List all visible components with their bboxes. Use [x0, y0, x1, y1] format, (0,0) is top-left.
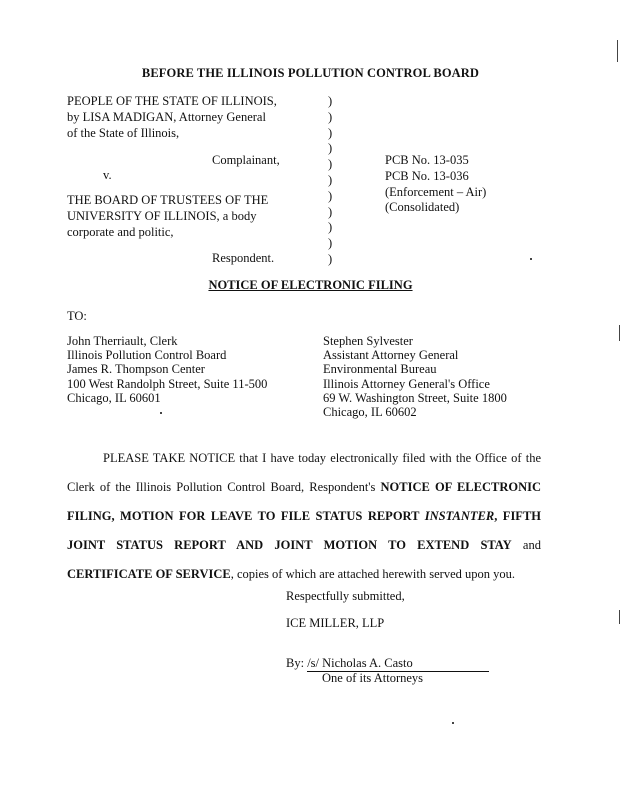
caption-bracket: ) [328, 141, 333, 156]
case-type: (Enforcement – Air) [385, 184, 487, 199]
caption-bracket: ) [328, 172, 333, 187]
caption-bracket: ) [328, 125, 333, 140]
body-documents-2: , FIFTH JOINT STATUS REPORT AND JOINT MOTION TO EXTEND STAY [67, 509, 542, 552]
scan-mark [619, 610, 620, 624]
case-number-block [385, 153, 486, 216]
address-line: Stephen Sylvester [323, 334, 413, 348]
signer-role: One of its Attorneys [322, 671, 424, 685]
scan-mark [452, 722, 454, 724]
caption-bracket: ) [328, 157, 333, 172]
versus-label: v. [103, 168, 112, 182]
address-line: Illinois Attorney General's Office [323, 376, 490, 391]
address-line: Environmental Bureau [323, 362, 437, 377]
respondent-line-1: THE BOARD OF TRUSTEES OF THE [67, 193, 269, 207]
caption-bracket: ) [328, 109, 333, 124]
signer-name: /s/ Nicholas A. Casto [307, 656, 489, 672]
scan-mark [160, 412, 162, 414]
caption-bracket: ) [328, 188, 333, 203]
address-line: James R. Thompson Center [67, 362, 205, 377]
plaintiff-line-2: by LISA MADIGAN, Attorney General [67, 109, 266, 124]
caption-bracket: ) [328, 251, 333, 266]
board-title: BEFORE THE ILLINOIS POLLUTION CONTROL BOARD [141, 66, 480, 80]
caption-bracket: ) [328, 236, 333, 251]
caption-bracket: ) [328, 220, 333, 235]
address-line: Assistant Attorney General [323, 348, 459, 363]
caption-bracket: ) [328, 204, 333, 219]
closing-text: Respectfully submitted, [286, 589, 405, 603]
notice-body [67, 444, 541, 589]
respondent-label: Respondent. [212, 251, 275, 265]
plaintiff-line-3: of the State of Illinois, [67, 125, 180, 140]
address-line: John Therriault, Clerk [67, 334, 178, 348]
caption-bracket: ) [328, 94, 333, 108]
respondent-line-3: corporate and politic, [67, 224, 174, 239]
scan-mark [619, 325, 620, 341]
case-consolidated: (Consolidated) [385, 200, 460, 215]
body-instanter: INSTANTER [424, 509, 495, 523]
to-label: TO: [67, 309, 87, 323]
addressee-clerk [67, 334, 267, 405]
notice-heading: NOTICE OF ELECTRONIC FILING [208, 278, 413, 292]
signature-line [286, 656, 489, 672]
by-label: By: [286, 656, 305, 670]
respondent-block [67, 193, 268, 240]
address-line: 69 W. Washington Street, Suite 1800 [323, 390, 507, 405]
address-line: Chicago, IL 60602 [323, 405, 417, 420]
scan-mark [617, 40, 618, 62]
plaintiff-block [67, 94, 277, 141]
address-line: Illinois Pollution Control Board [67, 348, 227, 363]
case-number-1: PCB No. 13-035 [385, 153, 469, 167]
scan-mark [530, 258, 532, 260]
body-certificate: CERTIFICATE OF SERVICE [67, 567, 231, 581]
address-line: 100 West Randolph Street, Suite 11-500 [67, 376, 268, 391]
caption-bracket-column [328, 94, 332, 268]
address-line: Chicago, IL 60601 [67, 390, 161, 405]
case-number-2: PCB No. 13-036 [385, 168, 469, 183]
complainant-label: Complainant, [212, 153, 280, 167]
body-text-2: and [511, 538, 541, 552]
body-text-3: , copies of which are attached herewith served upon you. [230, 567, 516, 581]
respondent-line-2: UNIVERSITY OF ILLINOIS, a body [67, 208, 257, 223]
plaintiff-line-1: PEOPLE OF THE STATE OF ILLINOIS, [67, 94, 277, 108]
body-documents: NOTICE OF ELECTRONIC FILING, MOTION FOR LEAVE TO FILE STATUS REPORT [67, 480, 541, 523]
addressee-attorney-general [323, 334, 507, 419]
firm-name: ICE MILLER, LLP [286, 616, 385, 630]
body-text: PLEASE TAKE NOTICE that I have today electronically filed with the Office of the Clerk of the Illinois Pollution Control Board, Respondent's [67, 451, 541, 494]
